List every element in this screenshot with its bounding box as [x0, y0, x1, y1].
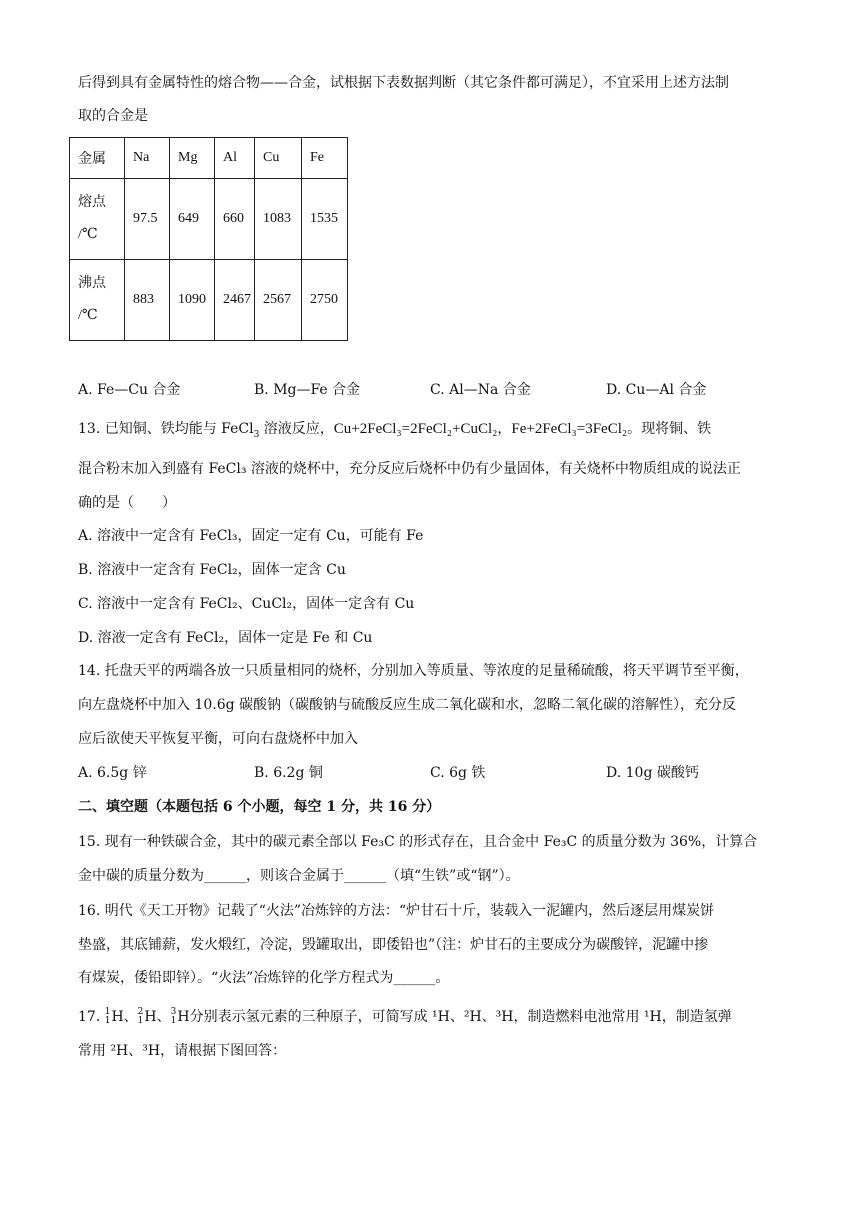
row-label-melting-point: [70, 179, 125, 260]
q17-separator: 、: [156, 1009, 171, 1025]
table-cell: 1535: [302, 179, 348, 260]
table-header-cell: Al: [215, 138, 255, 179]
q16-line-1: 16. 明代《天工开物》记载了“火法”冶炼锌的方法：“炉甘石十斤，装载入一泥罐内，然后逐层用煤炭饼: [78, 903, 715, 919]
q12-option-b: B. Mg—Fe 合金: [254, 382, 361, 398]
nuclide-symbol: H: [177, 1009, 190, 1025]
q13-line-2: 混合粉末加入到盛有 FeCl₃ 溶液的烧杯中，充分反应后烧杯中仍有少量固体，有关烧杯中物质组成的说法正: [78, 461, 741, 477]
row-label-unit: /℃: [78, 308, 98, 323]
q13-suffix: 。现将铜、铁: [627, 421, 712, 437]
nuclide-atomic-number: 1: [170, 1016, 177, 1026]
table-header-cell: Cu: [255, 138, 302, 179]
q16-line-3: 有煤炭，倭铅即锌）。“火法”冶炼锌的化学方程式为______。: [78, 970, 450, 986]
q13-option-d: D. 溶液一定含有 FeCl₂，固体一定是 Fe 和 Cu: [78, 630, 373, 646]
q12-option-c: C. Al—Na 合金: [430, 382, 531, 398]
q14-line-2: 向左盘烧杯中加入 10.6g 碳酸钠（碳酸钠与硫酸反应生成二氧化碳和水，忽略二氧化碳的溶解性），充分反: [78, 697, 737, 713]
q14-line-3: 应后欲使天平恢复平衡，可向右盘烧杯中加入: [78, 731, 358, 747]
nuclide-notation: [105, 1008, 111, 1026]
q13-line-3: 确的是（ ）: [78, 495, 176, 511]
nuclide-symbol: H: [144, 1009, 157, 1025]
q13-prefix: 13. 已知铜、铁均能与 FeCl: [78, 421, 254, 437]
table-cell: 2567: [255, 260, 302, 341]
nuclide-mass-number: 1: [104, 1007, 111, 1017]
table-cell: 97.5: [125, 179, 170, 260]
nuclide-mass-number: 2: [137, 1007, 144, 1017]
q13-option-c: C. 溶液中一定含有 FeCl₂、CuCl₂，固体一定含有 Cu: [78, 596, 415, 612]
q13-line-1: [78, 419, 711, 439]
table-cell: 660: [215, 179, 255, 260]
q13-separator: ，: [497, 421, 512, 437]
table-cell: 1090: [170, 260, 215, 341]
q15-line-2: 金中碳的质量分数为______，则该合金属于______（填“生铁”或“钢”）。: [78, 868, 520, 884]
nuclide-notation: [138, 1008, 144, 1026]
metal-data-table: [69, 137, 348, 341]
nuclide-symbol: H: [111, 1009, 124, 1025]
q13-option-b: B. 溶液中一定含有 FeCl₂，固体一定含 Cu: [78, 562, 346, 578]
row-label-top: 沸点: [78, 276, 106, 291]
intro-line-2: 取的合金是: [78, 108, 148, 124]
q14-option-a: A. 6.5g 锌: [78, 765, 147, 781]
q17-separator: 、: [123, 1009, 138, 1025]
nuclide-atomic-number: 1: [104, 1016, 111, 1026]
nuclide-mass-number: 3: [170, 1007, 177, 1017]
row-label-boiling-point: [70, 260, 125, 341]
q13-equation-2: Fe+2FeCl₃=3FeCl₂: [511, 421, 628, 437]
table-cell: 1083: [255, 179, 302, 260]
section-2-title: 二、填空题（本题包括 6 个小题，每空 1 分，共 16 分）: [78, 799, 441, 815]
table-row: [70, 179, 348, 260]
q14-option-c: C. 6g 铁: [430, 765, 486, 781]
table-row: [70, 260, 348, 341]
q13-equation-1: Cu+2FeCl₃=2FeCl₂+CuCl₂: [333, 421, 498, 437]
table-header-row: [70, 138, 348, 179]
q17-line-1: [78, 1007, 732, 1027]
q13-prefix-2: 溶液反应，: [259, 421, 334, 437]
q14-option-d: D. 10g 碳酸钙: [606, 765, 699, 781]
table-header-cell: Mg: [170, 138, 215, 179]
q13-option-a: A. 溶液中一定含有 FeCl₃，固定一定有 Cu，可能有 Fe: [78, 528, 424, 544]
table-header-cell: Fe: [302, 138, 348, 179]
q15-line-1: 15. 现有一种铁碳合金，其中的碳元素全部以 Fe₃C 的形式存在，且合金中 Fe₃C 的质量分数为 36%，计算合: [78, 834, 758, 850]
q12-option-d: D. Cu—Al 合金: [606, 382, 707, 398]
q17-number: 17.: [78, 1009, 105, 1025]
q14-option-b: B. 6.2g 铜: [254, 765, 323, 781]
nuclide-atomic-number: 1: [137, 1016, 144, 1026]
table-cell: 2467: [215, 260, 255, 341]
nuclide-notation: [171, 1008, 177, 1026]
row-label-top: 熔点: [78, 195, 106, 210]
q17-text: 分别表示氢元素的三种原子，可简写成 ¹H、²H、³H，制造燃料电池常用 ¹H，制造氢弹: [189, 1009, 732, 1025]
intro-line-1: 后得到具有金属特性的熔合物——合金，试根据下表数据判断（其它条件都可满足），不宜采用上述方法制: [78, 75, 729, 91]
row-label-unit: /℃: [78, 227, 98, 242]
q17-line-2: 常用 ²H、³H，请根据下图回答：: [78, 1043, 287, 1059]
q16-line-2: 垫盛，其底铺薪，发火煅红，冷淀，毁罐取出，即倭铅也”（注：炉甘石的主要成分为碳酸锌，泥罐中掺: [78, 937, 709, 953]
table-header-cell: 金属: [70, 138, 125, 179]
table-cell: 883: [125, 260, 170, 341]
q13-prefix-sub: 3: [253, 429, 260, 440]
table-cell: 2750: [302, 260, 348, 341]
table-header-cell: Na: [125, 138, 170, 179]
q12-option-a: A. Fe—Cu 合金: [78, 382, 181, 398]
table-cell: 649: [170, 179, 215, 260]
q14-line-1: 14. 托盘天平的两端各放一只质量相同的烧杯，分别加入等质量、等浓度的足量稀硫酸，将天平调节至平衡，: [78, 663, 749, 679]
